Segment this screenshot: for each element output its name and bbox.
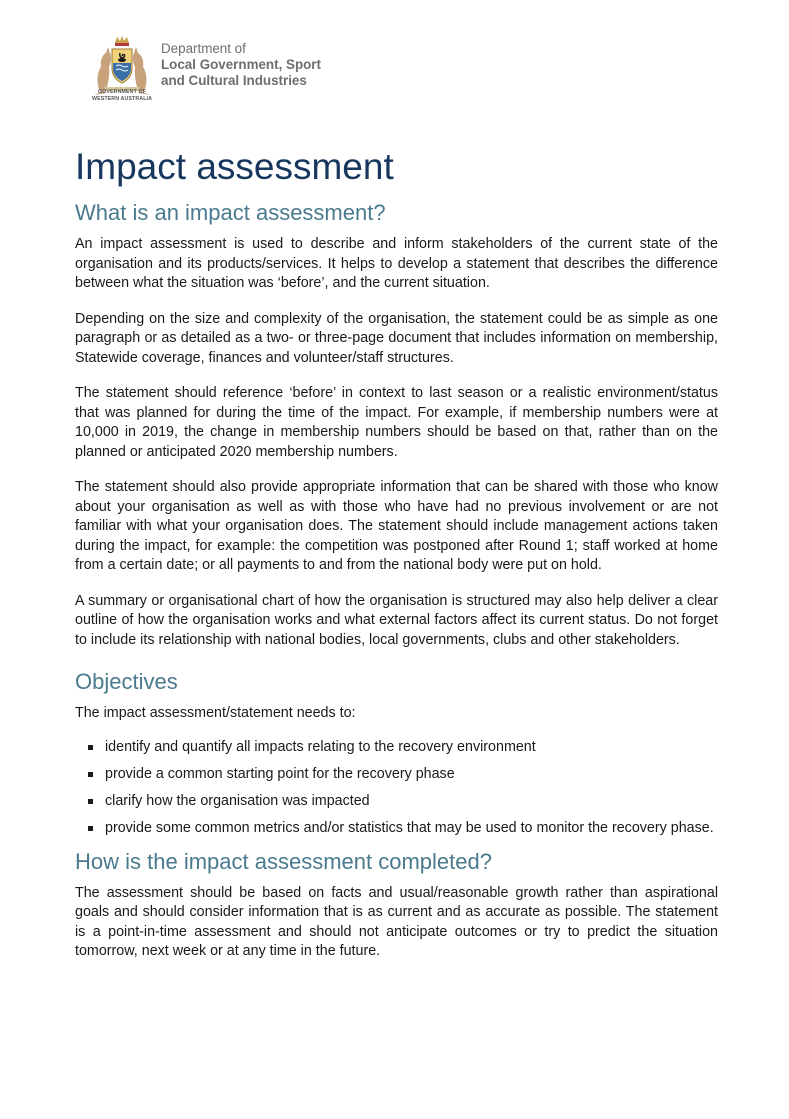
bullet-icon: [88, 772, 93, 777]
gov-line-2: WESTERN AUSTRALIA: [91, 96, 153, 102]
objectives-intro: The impact assessment/statement needs to:: [75, 705, 356, 721]
dept-line-2: Local Government, Sport: [161, 57, 321, 72]
paragraph: An impact assessment is used to describe and inform stakeholders of the current state of the organisation and its products/services. It helps to develop a statement that describes the difference between what the situation was ‘before’, and the current situation.: [75, 236, 718, 291]
paragraph: The statement should reference ‘before’ in context to last season or a realistic environment/status that was planned for during the time of the impact. For example, if membership numbers were at 10,000 in 2019, the change in membership numbers should be based on that, rather than on the planned or anticipated 2020 membership numbers.: [75, 385, 718, 460]
section-heading-how: How is the impact assessment completed?: [75, 848, 492, 874]
list-item: [75, 819, 718, 839]
gov-line-1: GOVERNMENT OF: [97, 89, 147, 95]
document-body: [75, 140, 718, 978]
section-heading-objectives: Objectives: [75, 669, 178, 694]
paragraph: The assessment should be based on facts and usual/reasonable growth rather than aspirational goals and should consider information that is as current and as accurate as possible. The statement is a point-in-time assessment and should not anticipate outcomes or try to predict the situation tomorrow, next week or at any time in the future.: [75, 884, 718, 959]
list-item-text: provide some common metrics and/or statistics that may be used to monitor the recovery phase.: [105, 819, 714, 836]
paragraph: Depending on the size and complexity of the organisation, the statement could be as simple as one paragraph or as detailed as a two- or three-page document that includes information on membership, Statewide coverage, finances and volunteer/staff structures.: [75, 310, 718, 366]
paragraph: The statement should also provide appropriate information that can be shared with those who know about your organisation as well as with those who have had no previous involvement or are not familiar with what your organisation does. The statement should include management actions taken during the impact, for example: the competition was postponed after Round 1; staff worked at home from a certain date; or all payments to and from the national body were put on hold.: [75, 479, 718, 573]
dept-line-3: and Cultural Industries: [161, 73, 307, 88]
dept-line-1: Department of: [161, 41, 246, 56]
paragraph: A summary or organisational chart of how the organisation is structured may also help deliver a clear outline of how the organisation works and what external factors affect its current status. Do not forget to include its relationship with national bodies, local governments, clubs and other stakeholders.: [75, 592, 718, 648]
department-logo: [86, 33, 346, 105]
list-item: [75, 738, 718, 758]
section-heading-what: What is an impact assessment?: [75, 200, 386, 225]
bullet-icon: [88, 826, 93, 831]
list-item-text: clarify how the organisation was impacted: [105, 792, 370, 809]
objectives-list: [75, 738, 718, 839]
bullet-icon: [88, 745, 93, 750]
page-title: Impact assessment: [75, 146, 394, 187]
list-item: [75, 792, 718, 812]
list-item: [75, 765, 718, 785]
department-name: [161, 41, 321, 89]
list-item-text: identify and quantify all impacts relating to the recovery environment: [105, 738, 536, 755]
bullet-icon: [88, 799, 93, 804]
list-item-text: provide a common starting point for the recovery phase: [105, 765, 455, 782]
